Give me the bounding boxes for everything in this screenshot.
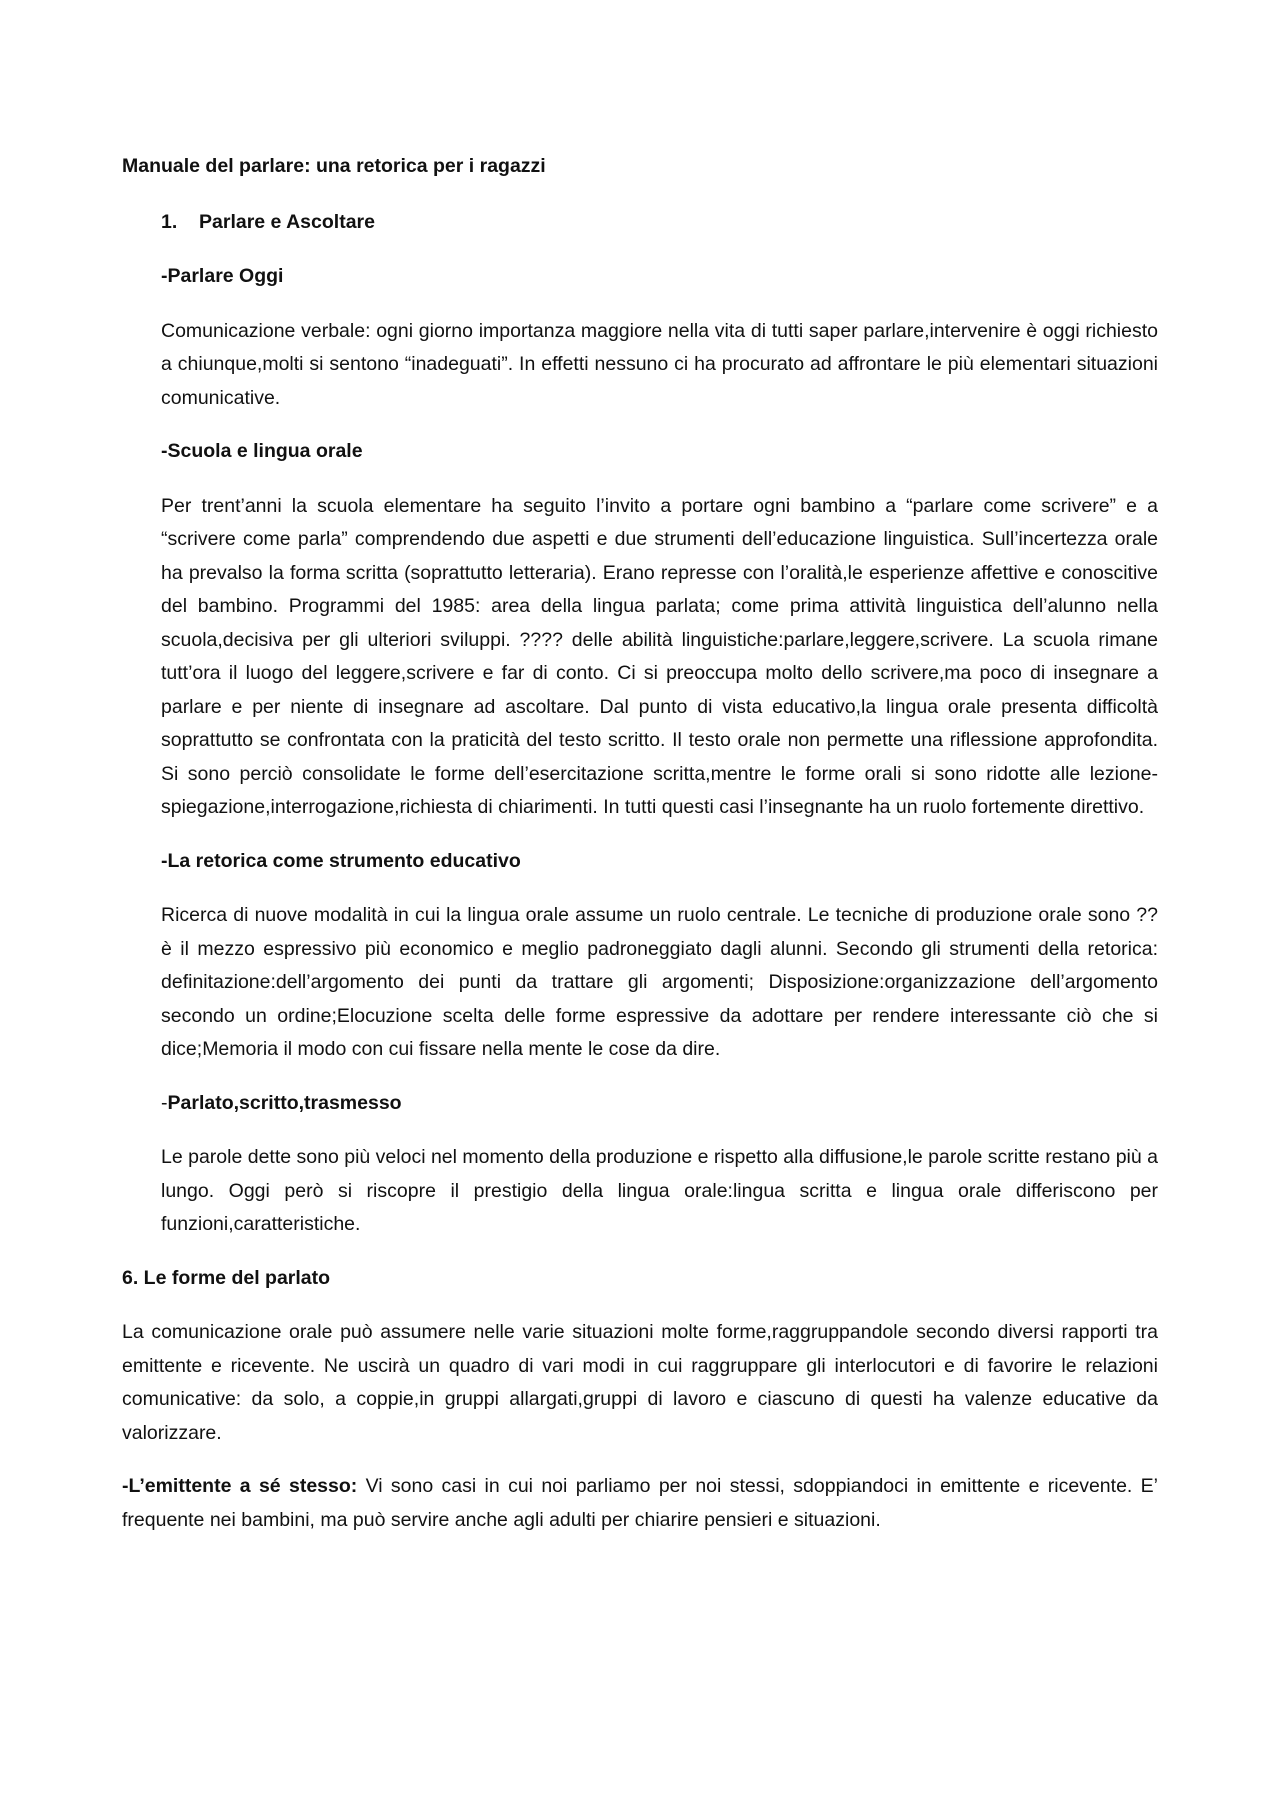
emittente-text: Vi sono casi in cui noi parliamo per noi stessi, sdoppiandoci in emittente e ricevente. E’ frequente nei bambini, ma può servire anche agli adulti per chiarire pensieri e situazioni.: [122, 1475, 1159, 1531]
emittente-lead: -L’emittente a sé stesso:: [122, 1475, 358, 1497]
section-heading-forme-parlato: 6. Le forme del parlato: [122, 1266, 331, 1289]
section-heading-scuola-lingua-orale: -Scuola e lingua orale: [161, 440, 363, 462]
chapter-title: Parlare e Ascoltare: [199, 210, 375, 233]
document-page: [122, 150, 1158, 1557]
section-body-scuola-lingua-orale: Per trent’anni la scuola elementare ha seguito l’invito a portare ogni bambino a “parlare come scrivere” e a “scrivere come parla” comprendendo due aspetti e due strumenti dell’educazione linguistica. Sull’incertezza orale ha prevalso la forma scritta (soprattutto letteraria). Erano represse con l’oralità,le esperienze affettive e conoscitive del bambino. Programmi del 1985: area della lingua parlata; come prima attività linguistica dell’alunno nella scuola,decisiva per gli ulteriori sviluppi. ???? delle abilità linguistiche:parlare,leggere,scrivere. La scuola rimane tutt’ora il luogo del leggere,scrivere e far di conto. Ci si preoccupa molto dello scrivere,ma poco di insegnare a parlare e per niente di insegnare ad ascoltare. Dal punto di vista educativo,la lingua orale presenta difficoltà soprattutto se confrontata con la praticità del testo scritto. Il testo orale non permette una riflessione approfondita. Si sono perciò consolidate le forme dell’esercitazione scritta,mentre le forme orali si sono ridotte alle lezione-spiegazione,interrogazione,richiesta di chiarimenti. In tutti questi casi l’insegnante ha un ruolo fortemente direttivo.: [161, 494, 1158, 818]
section-heading-text: Parlato,scritto,trasmesso: [167, 1091, 402, 1114]
section-heading-dash: -: [161, 1091, 168, 1114]
document-title: Manuale del parlare: una retorica per i ragazzi: [122, 155, 546, 177]
section-body-parlare-oggi: Comunicazione verbale: ogni giorno importanza maggiore nella vita di tutti saper parlare,intervenire è oggi richiesto a chiunque,molti si sentono “inadeguati”. In effetti nessuno ci ha procurato ad affrontare le più elementari situazioni comunicative.: [161, 319, 1158, 409]
chapter-number: 1.: [161, 210, 178, 233]
section-heading-parlare-oggi: -Parlare Oggi: [161, 265, 284, 287]
section-body-emittente: [122, 1470, 1158, 1537]
chapter-body: [161, 260, 1158, 1242]
section-body-retorica: Ricerca di nuove modalità in cui la lingua orale assume un ruolo centrale. Le tecniche di produzione orale sono ?? è il mezzo espressivo più economico e meglio padroneggiato dagli alunni. Secondo gli strumenti della retorica: definitazione:dell’argomento dei punti da trattare gli argomenti; Disposizione:organizzazione dell’argomento secondo un ordine;Elocuzione scelta delle forme espressive da adottare per rendere interessante ciò che si dice;Memoria il modo con cui fissare nella mente le cose da dire.: [161, 904, 1158, 1060]
section-body-parlato-scritto: Le parole dette sono più veloci nel momento della produzione e rispetto alla diffusione,le parole scritte restano più a lungo. Oggi però si riscopre il prestigio della lingua orale:lingua scritta e lingua orale differiscono per funzioni,caratteristiche.: [161, 1146, 1158, 1235]
section-heading-retorica: -La retorica come strumento educativo: [161, 849, 521, 872]
section-heading-parlato-scritto: [161, 1087, 1158, 1121]
chapter-heading: [161, 206, 1158, 240]
section-body-forme-parlato: La comunicazione orale può assumere nelle varie situazioni molte forme,raggruppandole secondo diversi rapporti tra emittente e ricevente. Ne uscirà un quadro di vari modi in cui raggruppare gli interlocutori e di favorire le relazioni comunicative: da solo, a coppie,in gruppi allargati,gruppi di lavoro e ciascuno di questi ha valenze educative da valorizzare.: [122, 1321, 1158, 1444]
